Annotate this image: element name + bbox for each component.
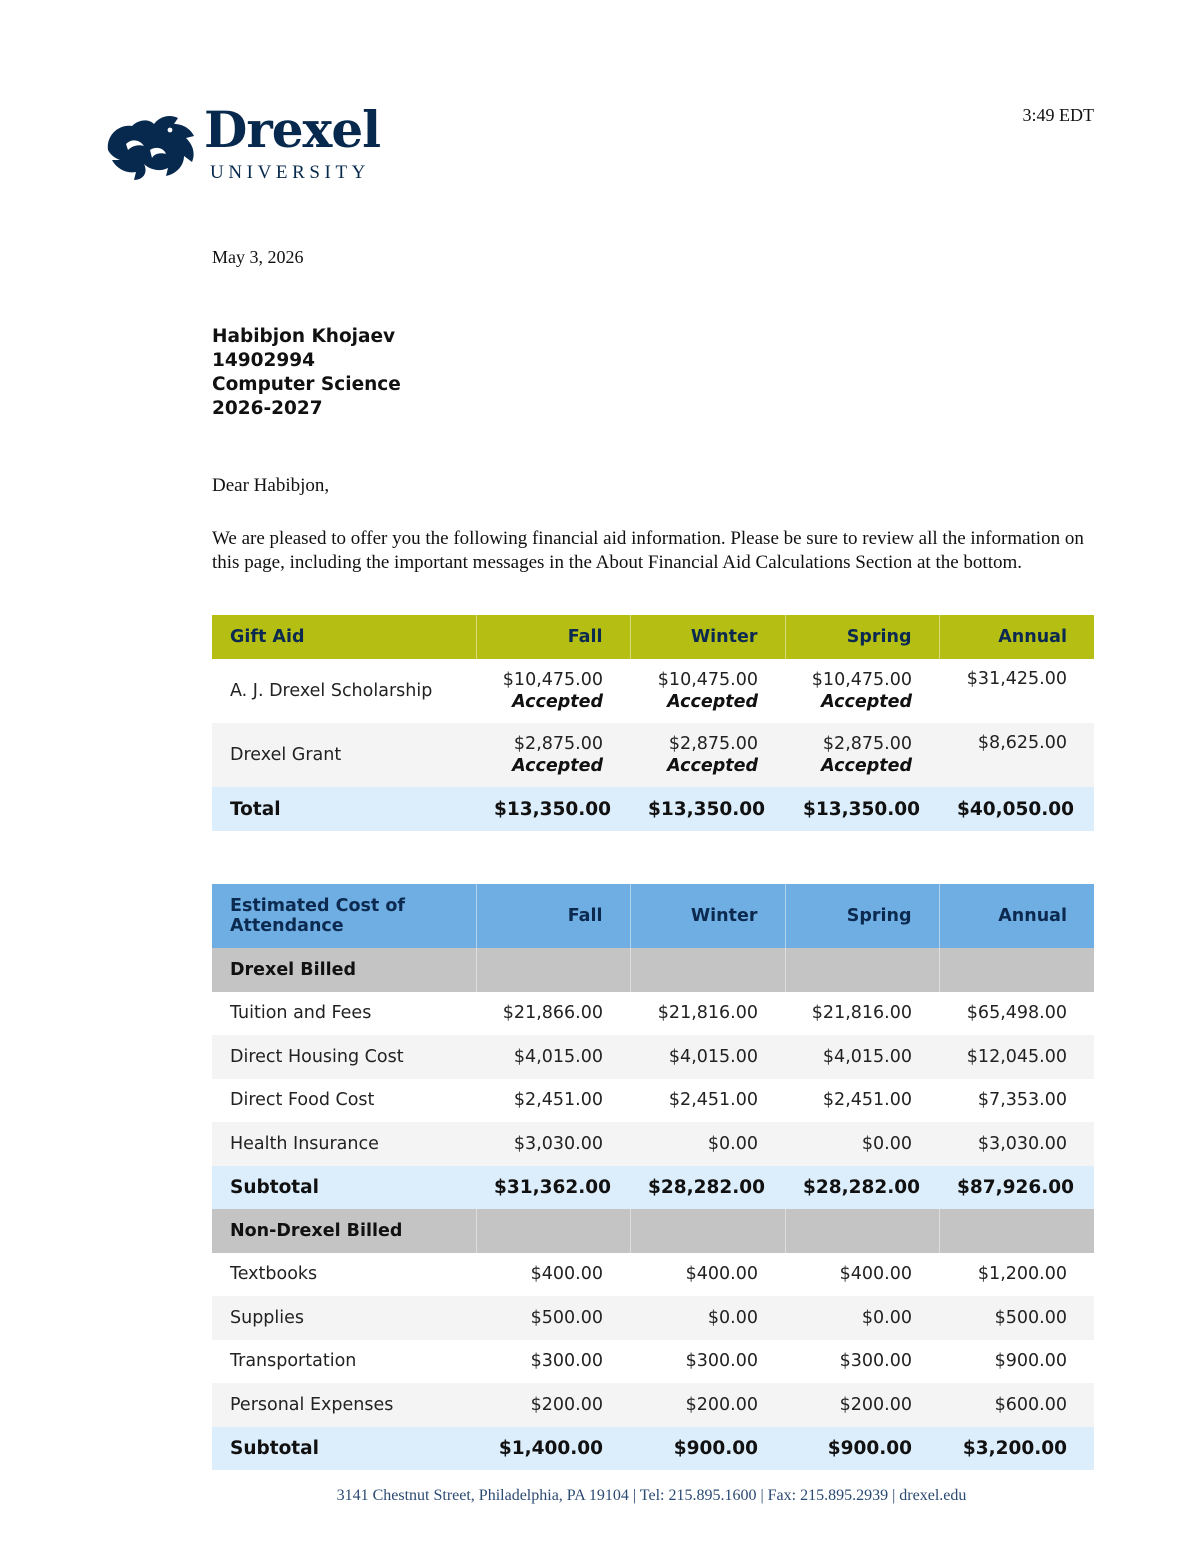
gift-aid-table [212, 615, 1094, 831]
column-header-winter: Winter [630, 884, 785, 948]
spring-amount: $2,875.00 Accepted [785, 723, 939, 787]
subtotal-annual: $87,926.00 [957, 1176, 1075, 1198]
annual-amount: $8,625.00 [977, 733, 1067, 753]
spring-amount: $21,816.00 [811, 1003, 912, 1024]
table-row [212, 1122, 1094, 1166]
total-row [212, 787, 1094, 831]
recipient-name: Habibjon Khojaev [212, 326, 396, 347]
gift-aid-header: Gift Aid [212, 615, 476, 659]
spring-amount: $2,451.00 [822, 1090, 912, 1111]
table-row [212, 723, 1094, 787]
subtotal-fall: $1,400.00 [498, 1437, 603, 1459]
subtotal-row [212, 1166, 1094, 1210]
subtotal-winter: $28,282.00 [648, 1176, 766, 1198]
winter-amount: $200.00 [685, 1394, 758, 1415]
annual-amount: $7,353.00 [977, 1090, 1067, 1111]
section-cell [630, 948, 785, 992]
winter-amount: $2,875.00 Accepted [630, 723, 785, 787]
status-label: Accepted [821, 692, 912, 712]
spring-amount: $0.00 [861, 1133, 912, 1154]
section-cell [476, 1209, 630, 1253]
fall-amount: $300.00 [530, 1351, 603, 1372]
aid-name: Drexel Grant [230, 745, 342, 765]
salutation: Dear Habibjon, [212, 475, 330, 496]
section-cell [476, 948, 630, 992]
cost-item-name: Textbooks [230, 1264, 318, 1285]
section-title: Drexel Billed [212, 948, 476, 992]
status-label: Accepted [667, 692, 758, 712]
cost-item-name: Transportation [230, 1351, 357, 1372]
drexel-billed-section-header [212, 948, 1094, 992]
drexel-logo [104, 100, 394, 186]
column-header-annual: Annual [998, 906, 1067, 926]
annual-amount: $12,045.00 [966, 1046, 1067, 1067]
winter-amount: $0.00 [707, 1307, 758, 1328]
spring-amount: $300.00 [839, 1351, 912, 1372]
cost-header-row [212, 884, 1094, 948]
fall-amount: $3,030.00 [513, 1133, 603, 1154]
status-label: Accepted [667, 756, 758, 776]
dragon-icon [104, 110, 202, 182]
annual-amount: $1,200.00 [977, 1264, 1067, 1285]
column-header-fall: Fall [476, 615, 630, 659]
footer-address: 3141 Chestnut Street, Philadelphia, PA 19104 | Tel: 215.895.1600 | Fax: 215.895.2939 | drexel.edu [336, 1487, 967, 1504]
table-row [212, 992, 1094, 1036]
status-label: Accepted [512, 692, 603, 712]
column-header-winter: Winter [630, 615, 785, 659]
spring-amount: $0.00 [861, 1307, 912, 1328]
fall-amount: $500.00 [530, 1307, 603, 1328]
table-row [212, 1079, 1094, 1123]
total-fall: $13,350.00 [494, 798, 612, 820]
fall-amount: $10,475.00 Accepted [476, 659, 630, 723]
cost-item-name: Direct Housing Cost [230, 1046, 404, 1067]
major: Computer Science [212, 374, 401, 395]
section-cell [939, 1209, 1094, 1253]
logo-wordmark: Drexel [204, 100, 381, 159]
aid-name: A. J. Drexel Scholarship [230, 681, 433, 701]
spring-amount: $400.00 [839, 1264, 912, 1285]
table-row [212, 659, 1094, 723]
subtotal-spring: $28,282.00 [803, 1176, 921, 1198]
winter-amount: $4,015.00 [668, 1046, 758, 1067]
fall-amount: $4,015.00 [513, 1046, 603, 1067]
cost-body [212, 948, 1094, 1470]
table-row [212, 1340, 1094, 1384]
section-title: Non-Drexel Billed [212, 1209, 476, 1253]
letter-date: May 3, 2026 [212, 247, 304, 267]
total-spring: $13,350.00 [803, 798, 921, 820]
total-annual: $40,050.00 [957, 798, 1075, 820]
column-header-annual: Annual [998, 627, 1067, 647]
logo-subtitle: UNIVERSITY [210, 162, 370, 183]
non-drexel-billed-section-header [212, 1209, 1094, 1253]
subtotal-label: Subtotal [230, 1437, 319, 1459]
total-label: Total [230, 798, 281, 820]
winter-amount: $300.00 [685, 1351, 758, 1372]
annual-amount: $900.00 [994, 1351, 1067, 1372]
section-cell [785, 1209, 939, 1253]
fall-amount: $400.00 [530, 1264, 603, 1285]
cost-item-name: Health Insurance [230, 1133, 379, 1154]
table-row [212, 1253, 1094, 1297]
winter-amount: $21,816.00 [657, 1003, 758, 1024]
cost-item-name: Supplies [230, 1307, 305, 1328]
cost-of-attendance-table [212, 884, 1094, 1470]
winter-amount: $10,475.00 Accepted [630, 659, 785, 723]
winter-amount: $0.00 [707, 1133, 758, 1154]
winter-amount: $2,451.00 [668, 1090, 758, 1111]
aid-year: 2026-2027 [212, 398, 323, 419]
subtotal-row [212, 1427, 1094, 1471]
cost-item-name: Direct Food Cost [230, 1090, 375, 1111]
recipient-block [212, 325, 401, 421]
subtotal-spring: $900.00 [827, 1437, 912, 1459]
subtotal-fall: $31,362.00 [494, 1176, 612, 1198]
spring-amount: $10,475.00 Accepted [785, 659, 939, 723]
subtotal-winter: $900.00 [673, 1437, 758, 1459]
winter-amount: $400.00 [685, 1264, 758, 1285]
table-row [212, 1383, 1094, 1427]
cost-item-name: Personal Expenses [230, 1394, 394, 1415]
section-cell [939, 948, 1094, 992]
annual-amount: $31,425.00 [966, 669, 1067, 689]
annual-amount: $500.00 [994, 1307, 1067, 1328]
total-winter: $13,350.00 [648, 798, 766, 820]
student-id: 14902994 [212, 350, 315, 371]
section-cell [630, 1209, 785, 1253]
annual-amount: $3,030.00 [977, 1133, 1067, 1154]
table-row [212, 1296, 1094, 1340]
subtotal-annual: $3,200.00 [962, 1437, 1067, 1459]
timestamp: 3:49 EDT [1022, 105, 1094, 125]
intro-paragraph: We are pleased to offer you the following financial aid information. Please be sure to review all the information on this page, including the important messages in the About Financial Aid Calculations Section at the bottom. [212, 528, 1084, 573]
column-header-fall: Fall [476, 884, 630, 948]
table-row [212, 1035, 1094, 1079]
column-header-spring: Spring [785, 884, 939, 948]
fall-amount: $21,866.00 [502, 1003, 603, 1024]
spring-amount: $4,015.00 [822, 1046, 912, 1067]
annual-amount: $65,498.00 [966, 1003, 1067, 1024]
fall-amount: $2,451.00 [513, 1090, 603, 1111]
fall-amount: $200.00 [530, 1394, 603, 1415]
subtotal-label: Subtotal [230, 1176, 319, 1198]
status-label: Accepted [512, 756, 603, 776]
cost-header: Estimated Cost of Attendance [212, 884, 476, 948]
spring-amount: $200.00 [839, 1394, 912, 1415]
status-label: Accepted [821, 756, 912, 776]
gift-aid-header-row [212, 615, 1094, 659]
column-header-spring: Spring [785, 615, 939, 659]
annual-amount: $600.00 [994, 1394, 1067, 1415]
section-cell [785, 948, 939, 992]
cost-item-name: Tuition and Fees [230, 1003, 372, 1024]
fall-amount: $2,875.00 Accepted [476, 723, 630, 787]
